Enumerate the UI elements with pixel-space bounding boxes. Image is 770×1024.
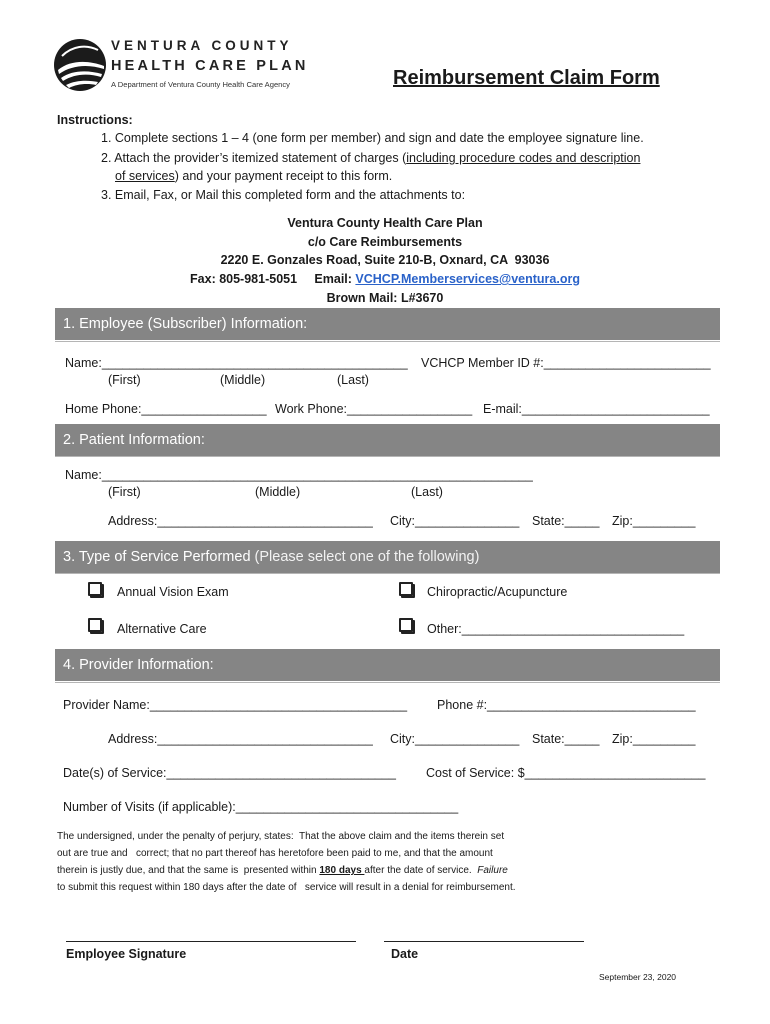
date-signature-line[interactable] xyxy=(384,941,584,942)
patient-state-field[interactable]: State:_____ xyxy=(532,514,600,528)
employee-signature-line[interactable] xyxy=(66,941,356,942)
instruction-step-2-cont: of services) and your payment receipt to this form. xyxy=(115,169,393,183)
employee-signature-label: Employee Signature xyxy=(66,947,187,961)
patient-middle-label: (Middle) xyxy=(255,485,301,499)
number-of-visits-field[interactable]: Number of Visits (if applicable):________________________________ xyxy=(63,800,459,814)
divider xyxy=(55,456,720,457)
instructions-heading: Instructions: xyxy=(57,113,133,127)
alternative-care-checkbox[interactable] xyxy=(88,618,102,632)
member-id-field[interactable]: VCHCP Member ID #:________________________ xyxy=(421,356,711,370)
mailing-line-3: 2220 E. Gonzales Road, Suite 210-B, Oxnard, CA 93036 xyxy=(220,253,550,267)
provider-state-field[interactable]: State:_____ xyxy=(532,732,600,746)
dates-of-service-field[interactable]: Date(s) of Service:_________________________________ xyxy=(63,766,396,780)
patient-zip-field[interactable]: Zip:_________ xyxy=(612,514,696,528)
patient-name-field[interactable]: Name:______________________________________________________________ xyxy=(65,468,533,482)
patient-last-label: (Last) xyxy=(411,485,443,499)
org-name-line2: HEALTH CARE PLAN xyxy=(111,58,309,74)
alternative-care-label: Alternative Care xyxy=(117,622,207,636)
mailing-line-1: Ventura County Health Care Plan xyxy=(287,216,483,230)
mailing-fax-email: Fax: 805-981-5051 Email: VCHCP.Memberservices@ventura.org xyxy=(190,272,580,286)
mailing-line-2: c/o Care Reimbursements xyxy=(307,235,463,249)
chiropractic-checkbox[interactable] xyxy=(399,582,413,596)
work-phone-field[interactable]: Work Phone:__________________ xyxy=(275,402,473,416)
employee-last-label: (Last) xyxy=(337,373,369,387)
employee-name-field[interactable]: Name:____________________________________________ xyxy=(65,356,408,370)
divider xyxy=(55,682,720,683)
org-tagline: A Department of Ventura County Health Care Agency xyxy=(111,80,290,89)
provider-city-field[interactable]: City:_______________ xyxy=(390,732,520,746)
provider-zip-field[interactable]: Zip:_________ xyxy=(612,732,696,746)
declaration-line-3: therein is justly due, and that the same is presented within 180 days after the date of service. Failure xyxy=(57,865,508,876)
provider-name-field[interactable]: Provider Name:_____________________________________ xyxy=(63,698,408,712)
employee-middle-label: (Middle) xyxy=(220,373,266,387)
patient-address-field[interactable]: Address:_______________________________ xyxy=(108,514,373,528)
annual-vision-label: Annual Vision Exam xyxy=(117,585,229,599)
provider-address-field[interactable]: Address:_______________________________ xyxy=(108,732,373,746)
other-checkbox[interactable] xyxy=(399,618,413,632)
patient-city-field[interactable]: City:_______________ xyxy=(390,514,520,528)
annual-vision-checkbox[interactable] xyxy=(88,582,102,596)
divider xyxy=(55,341,720,342)
date-label: Date xyxy=(391,947,419,961)
vchcp-logo xyxy=(52,36,108,94)
chiropractic-label: Chiropractic/Acupuncture xyxy=(427,585,568,599)
section-3-header: 3. Type of Service Performed (Please select one of the following) xyxy=(55,541,720,573)
form-title: Reimbursement Claim Form xyxy=(393,67,660,89)
email-link[interactable]: VCHCP.Memberservices@ventura.org xyxy=(355,272,580,286)
section-1-header: 1. Employee (Subscriber) Information: xyxy=(55,308,720,340)
section-4-header: 4. Provider Information: xyxy=(55,649,720,681)
instruction-step-1: 1. Complete sections 1 – 4 (one form per member) and sign and date the employee signature line. xyxy=(101,131,644,145)
employee-email-field[interactable]: E-mail:___________________________ xyxy=(483,402,710,416)
instruction-step-2: 2. Attach the provider’s itemized statement of charges (including procedure codes and description xyxy=(101,151,641,165)
employee-first-label: (First) xyxy=(108,373,141,387)
cost-of-service-field[interactable]: Cost of Service: $__________________________ xyxy=(426,766,706,780)
mailing-brown-mail: Brown Mail: L#3670 xyxy=(326,291,444,305)
home-phone-field[interactable]: Home Phone:__________________ xyxy=(65,402,267,416)
revision-date: September 23, 2020 xyxy=(599,972,677,982)
declaration-line-1: The undersigned, under the penalty of perjury, states: That the above claim and the items therein set xyxy=(57,831,505,842)
divider xyxy=(55,573,720,574)
other-field[interactable]: Other:________________________________ xyxy=(427,622,685,636)
provider-phone-field[interactable]: Phone #:______________________________ xyxy=(437,698,696,712)
declaration-line-2: out are true and correct; that no part thereof has heretofore been paid to me, and that the amount xyxy=(57,848,493,859)
org-name-line1: VENTURA COUNTY xyxy=(111,38,293,53)
instruction-step-3: 3. Email, Fax, or Mail this completed form and the attachments to: xyxy=(101,188,466,202)
section-2-header: 2. Patient Information: xyxy=(55,424,720,456)
declaration-line-4: to submit this request within 180 days after the date of service will result in a denial for reimbursement. xyxy=(57,882,516,893)
patient-first-label: (First) xyxy=(108,485,141,499)
